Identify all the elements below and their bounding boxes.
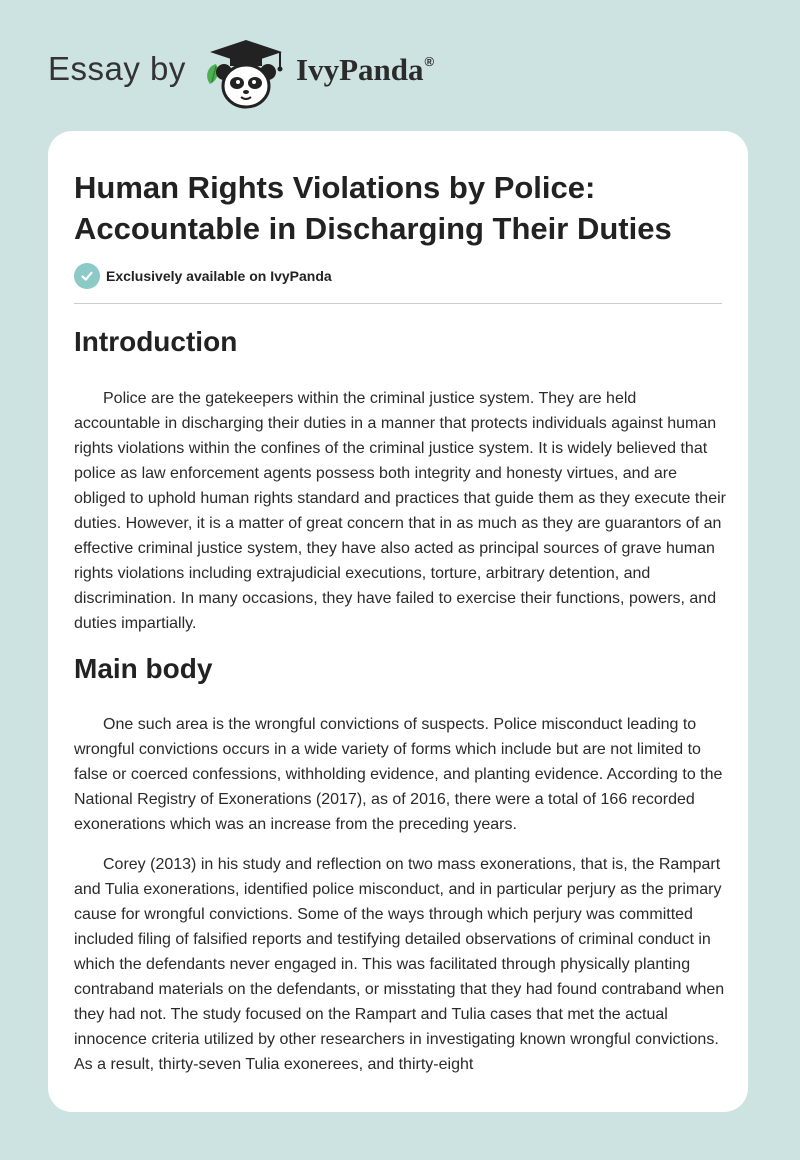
section-heading: Main body (74, 653, 213, 684)
paragraph: Police are the gatekeepers within the criminal justice system. They are held accountable in discharging their duties in a manner that protects individuals against human rights violations within the confines of the criminal justice system. It is widely believed that police as law enforcement agents possess both integrity and honesty virtues, and are obliged to uphold human rights standard and practices that guide them as they execute their duties. However, it is a matter of great concern that in as much as they are guarantors of an effective criminal justice system, they have also acted as principal sources of grave human rights violations including extrajudicial executions, torture, arbitrary detention, and discrimination. In many occasions, they have failed to exercise their functions, powers, and duties impartially. (74, 390, 726, 632)
divider (74, 303, 722, 304)
ivypanda-brand[interactable] (296, 52, 433, 88)
paragraph: One such area is the wrongful convictions of suspects. Police misconduct leading to wrongful convictions occurs in a wide variety of forms which include but are not limited to false or coerced confessions, withholding evidence, and planting evidence. According to the National Registry of Exonerations (2017), as of 2016, there were a total of 166 recorded exonerations which was an increase from the preceding years. (74, 716, 723, 833)
badge-label: Exclusively available on IvyPanda (106, 268, 332, 284)
site-header (0, 0, 800, 130)
exclusive-badge (74, 263, 332, 289)
paragraph: Corey (2013) in his study and reflection on two mass exonerations, that is, the Rampart and Tulia exonerations, identified police misconduct, and in particular perjury as the primary cause for wrongful convictions. Some of the ways through which perjury was committed included filing of falsified reports and testifying detailed observations of criminal conduct in which the defendants never engaged in. This was facilitated through physically planting contraband materials on the defendants, or misstating that they had found contraband when they had not. The study focused on the Rampart and Tulia cases that met the actual innocence criteria utilized by other researchers in investigating known wrongful convictions. As a result, thirty-seven Tulia exonerees, and thirty-eight (74, 856, 725, 1073)
check-icon (74, 263, 100, 289)
brand-name-text: IvyPanda (296, 52, 424, 87)
essay-title: Human Rights Violations by Police: Accountable in Discharging Their Duties (74, 170, 672, 246)
registered-mark: ® (424, 54, 435, 69)
panda-logo-icon[interactable] (200, 36, 292, 112)
essay-by-label: Essay by (48, 50, 186, 87)
section-heading: Introduction (74, 326, 238, 357)
essay-card (48, 131, 748, 1112)
